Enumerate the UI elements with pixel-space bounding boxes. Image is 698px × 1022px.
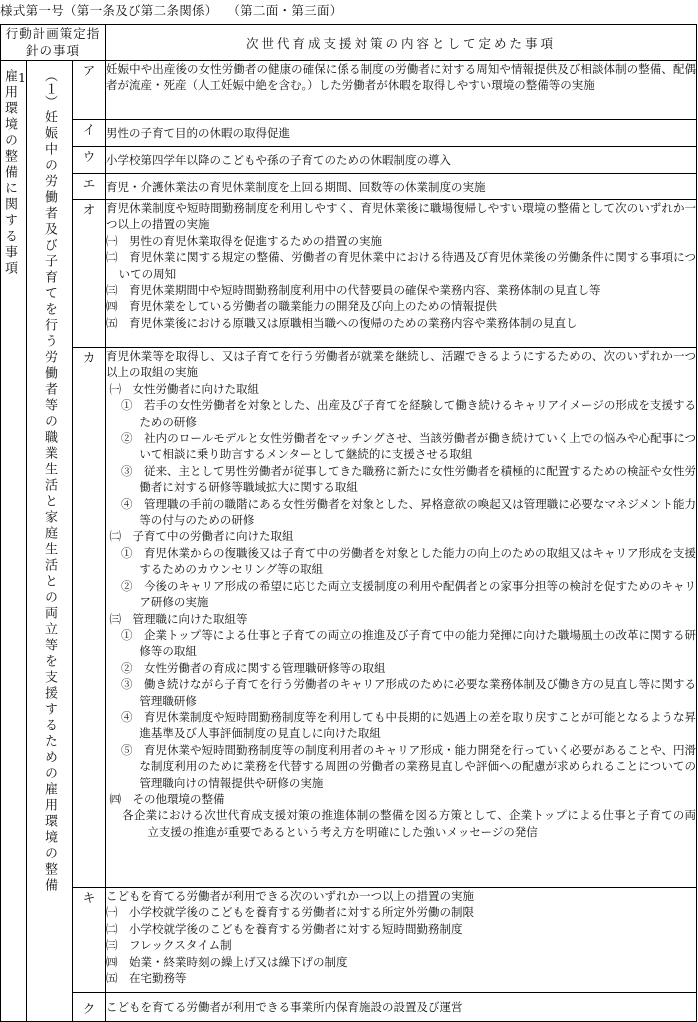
category-number: 1 xyxy=(18,70,26,85)
form-title: 様式第一号（第一条及び第二条関係） xyxy=(0,3,218,18)
item-ka-1-2: ② 社内のロールモデルと女性労働者をマッチングさせ、当該労働者が働き続けていく上での悩みや心配事について相談に乗り助言するメンターとして継続的に支援させる取組 xyxy=(120,431,697,462)
header-guideline-items: 行動計画策定指針の事項 xyxy=(1,25,106,61)
item-ka-3-2: ② 女性労働者の育成に関する管理職研修等の取組 xyxy=(120,660,386,675)
item-ka-3-5: ⑤ 育児休業や短時間勤務制度等の制度利用者のキャリア形成・能力開発を行っていく必要があることや、円滑な制度利用のために業務を代替する周囲の労働者の業務見直しや評価への配慮が求められることについての管理職向けの情報提供や研修の実施 xyxy=(120,742,697,790)
item-ki-intro: こどもを育てる労働者が利用できる次のいずれか一つ以上の措置の実施 xyxy=(106,889,475,903)
mark-ki: キ xyxy=(73,888,106,993)
item-ka-1-3: ③ 従来、主として男性労働者が従事してきた職務に新たに女性労働者を積極的に配置するための検証や女性労働者に対する研修等職域拡大に関する取組 xyxy=(120,463,697,495)
item-o-1: ㈠ 男性の育児休業取得を促進するための措置の実施 xyxy=(106,233,383,248)
mark-i: イ xyxy=(73,120,106,147)
subcategory-cell xyxy=(27,61,73,1022)
row-o xyxy=(1,200,697,348)
category-cell xyxy=(1,61,27,1022)
form-pages: （第二面・第三面） xyxy=(233,3,343,18)
form-header xyxy=(0,0,343,22)
item-o-2: ㈡ 育児休業に関する規定の整備、労働者の育児休業中における待遇及び育児休業後の労働条件に関する事項についての周知 xyxy=(106,250,697,281)
row-ki xyxy=(1,888,697,993)
row-ka xyxy=(1,348,697,888)
item-ka-3-4: ④ 育児休業制度や短時間勤務制度等を利用しても中長期的に処遇上の差を取り戻すことが可能となるような昇進基準及び人事評価制度の見直しに向けた取組 xyxy=(120,709,697,741)
item-ka-1-1: ① 若手の女性労働者を対象とした、出産及び子育てを経験して働き続けるキャリアイメージの形成を支援するための研修 xyxy=(120,398,697,429)
item-ki-5: ㈤ 在宅勤務等 xyxy=(106,971,187,986)
item-ka-2-2: ② 今後のキャリア形成の希望に応じた両立支援制度の利用や配偶者との家事分担等の検討を促すためのキャリア研修の実施 xyxy=(120,578,697,610)
item-u-text: 小学校第四学年以降のこどもや孫の子育てのための休暇制度の導入 xyxy=(106,147,697,174)
item-i-text: 男性の子育て目的の休暇の取得促進 xyxy=(106,120,697,147)
subcategory-number: （１） xyxy=(42,69,57,108)
item-o xyxy=(106,200,697,348)
item-ki-3: ㈢ フレックスタイム制 xyxy=(106,938,232,953)
item-ka-1-4: ④ 管理職の手前の職階にある女性労働者を対象とした、昇格意欲の喚起又は管理職に必要なマネジメント能力等の付与のための研修 xyxy=(120,496,697,528)
mark-o: オ xyxy=(73,200,106,348)
item-ka-3-1: ① 企業トップ等による仕事と子育ての両立の推進及び子育て中の能力発揮に向けた職場風土の改革に関する研修等の取組 xyxy=(120,627,697,659)
row-ku xyxy=(1,993,697,1022)
item-ku-text: こどもを育てる労働者が利用できる事業所内保育施設の設置及び運営 xyxy=(106,993,697,1022)
item-ka-group-2-head: ㈡ 子育て中の労働者に向けた取組 xyxy=(109,529,294,544)
item-a-text: 妊娠中や出産後の女性労働者の健康の確保に係る制度の労働者に対する周知や情報提供及び相談体制の整備、配偶者が流産・死産（人工妊娠中絶を含む。）した労働者が休暇を取得しやすい環境の整備等の実施 xyxy=(106,61,697,120)
mark-ka: カ xyxy=(73,348,106,888)
subcategory-label: （１）妊娠中の労働者及び子育てを行う労働者等の職業生活と家庭生活との両立等を支援するための雇用環境の整備 xyxy=(42,69,57,894)
mark-u: ウ xyxy=(73,147,106,174)
item-ka-4-1: 各企業における次世代育成支援対策の推進体制の整備を図る方策として、企業トップによる仕事と子育ての両立支援の推進が重要であるという考え方を明確にした強いメッセージの発信 xyxy=(122,808,697,839)
item-o-4: ㈣ 育児休業をしている労働者の職業能力の開発及び向上のための情報提供 xyxy=(106,299,498,314)
row-i xyxy=(1,120,697,147)
table-header-row xyxy=(1,25,697,61)
mark-ku: ク xyxy=(73,993,106,1022)
item-ki-4: ㈣ 始業・終業時刻の繰上げ又は繰下げの制度 xyxy=(106,954,348,969)
item-ki xyxy=(106,888,697,993)
item-ka xyxy=(106,348,697,888)
item-ka-3-3: ③ 働き続けながら子育てを行う労働者のキャリア形成のために必要な業務体制及び働き方の見直し等に関する管理職研修 xyxy=(120,677,697,708)
header-defined-items: 次世代育成支援対策の内容として定めた事項 xyxy=(106,25,697,61)
item-o-5: ㈤ 育児休業後における原職又は原職相当職への復帰のための業務内容や業務体制の見直し xyxy=(106,315,578,330)
item-ka-group-3-head: ㈢ 管理職に向けた取組等 xyxy=(109,611,248,626)
item-ka-group-1-head: ㈠ 女性労働者に向けた取組 xyxy=(109,381,259,396)
row-e xyxy=(1,174,697,200)
item-o-intro: 育児休業制度や短時間勤務制度を利用しやすく、育児休業後に職場復帰しやすい環境の整備として次のいずれか一つ以上の措置の実施 xyxy=(106,201,697,232)
item-ka-group-4-head: ㈣ その他環境の整備 xyxy=(109,791,225,806)
item-ki-2: ㈡ 小学校就学後のこどもを養育する労働者に対する短時間勤務制度 xyxy=(106,921,463,936)
item-ka-2-1: ① 育児休業からの復職後又は子育て中の労働者を対象とした能力の向上のための取組又はキャリア形成を支援するためのカウンセリング等の取組 xyxy=(120,545,697,577)
item-o-3: ㈢ 育児休業期間中や短時間勤務制度利用中の代替要員の確保や業務内容、業務体制の見直し等 xyxy=(106,283,601,298)
item-ka-intro: 育児休業等を取得し、又は子育てを行う労働者が就業を継続し、活躍できるようにするための、次のいずれか一つ以上の取組の実施 xyxy=(106,349,697,380)
mark-a: ア xyxy=(73,61,106,120)
category-label: 1 雇用環境の整備に関する事項 xyxy=(2,69,26,277)
mark-e: エ xyxy=(73,174,106,200)
row-a xyxy=(1,61,697,120)
measures-table xyxy=(0,24,697,1022)
item-e-text: 育児・介護休業法の育児休業制度を上回る期間、回数等の休業制度の実施 xyxy=(106,174,697,200)
row-u xyxy=(1,147,697,174)
item-ki-1: ㈠ 小学校就学後のこどもを養育する労働者に対する所定外労働の制限 xyxy=(106,905,475,920)
